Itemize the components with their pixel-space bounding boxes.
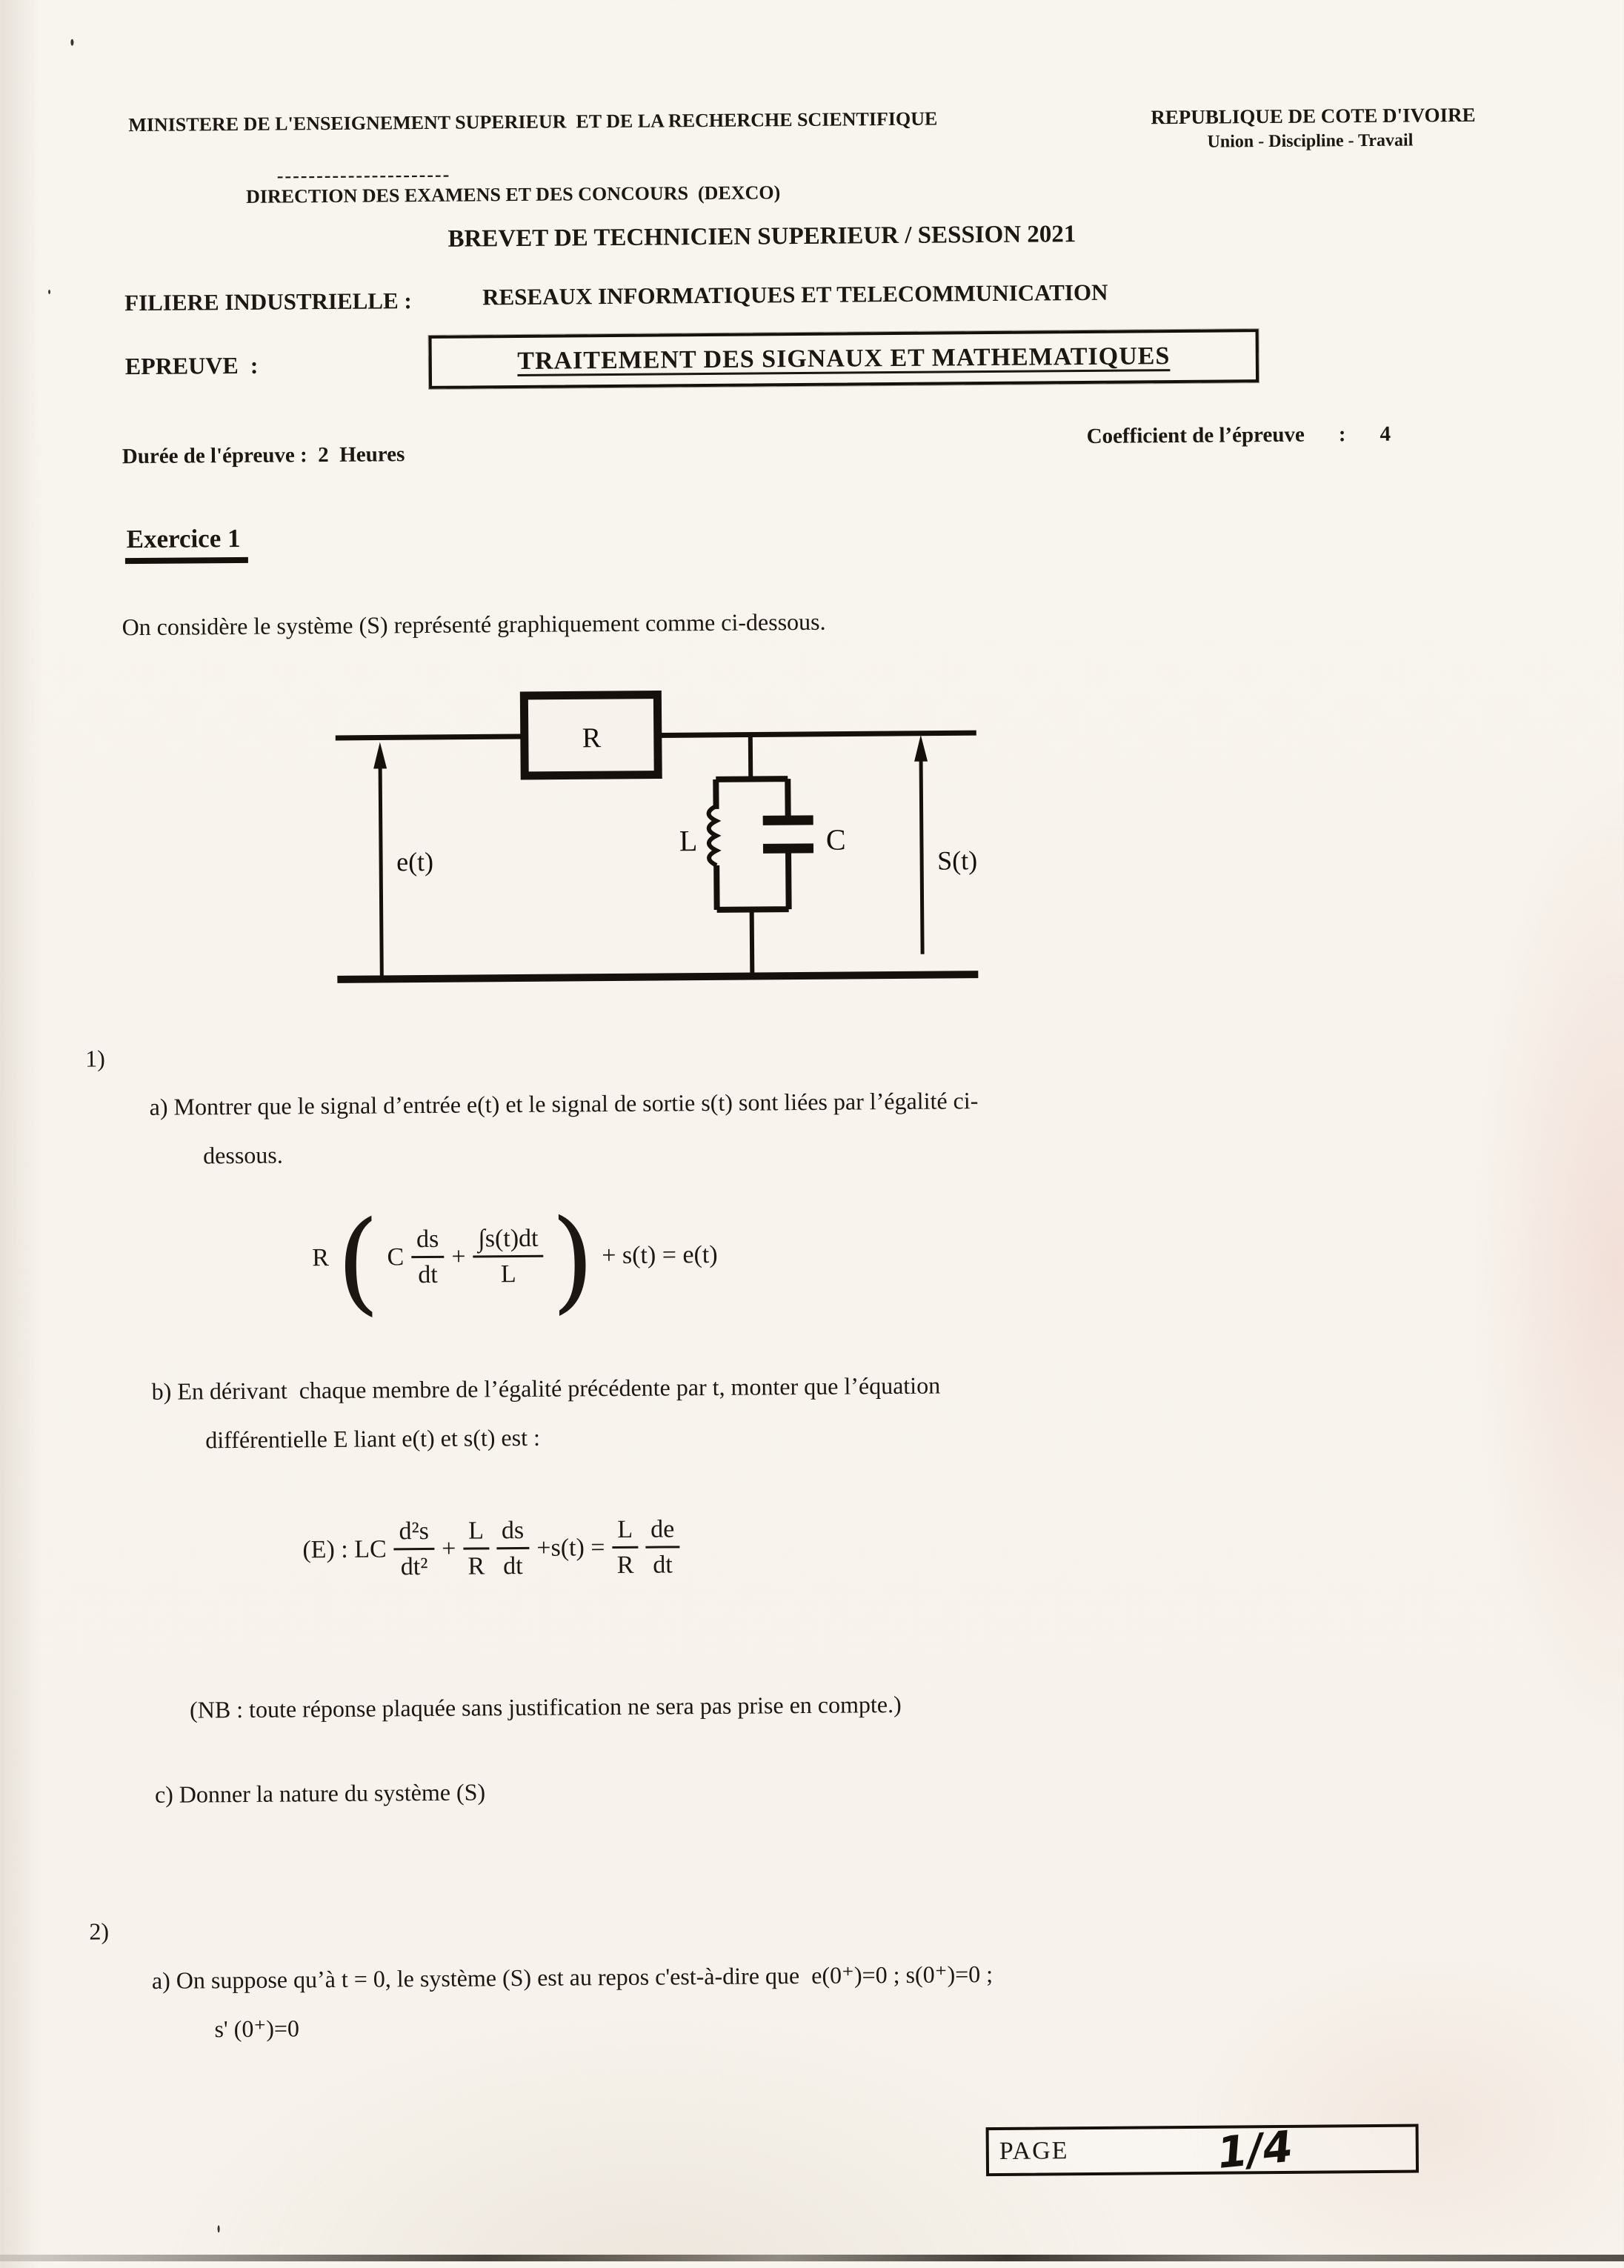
scan-edge-strip	[0, 2255, 1624, 2261]
equation-2	[302, 1514, 680, 1582]
page-label: PAGE	[989, 2137, 1069, 2166]
eq2-fraction-de-dt	[645, 1514, 680, 1580]
output-label: S(t)	[937, 845, 977, 875]
question2-number: 2)	[89, 1918, 109, 1945]
question2a-line1: a) On suppose qu’à t = 0, le système (S) est au repos c'est-à-dire que e(0⁺)=0 ; s(0⁺)=0 ;	[152, 1960, 993, 1995]
coefficient-separator: :	[1339, 422, 1346, 447]
scan-speck	[218, 2225, 220, 2232]
output-arrow-shaft	[921, 754, 922, 954]
eq1-plus: +	[451, 1243, 465, 1271]
eq1-f2-denominator: L	[501, 1257, 516, 1288]
republic-line: REPUBLIQUE DE COTE D'IVOIRE	[1151, 104, 1476, 129]
eq1-f1-denominator: dt	[418, 1258, 438, 1289]
eq2-f5-numerator: de	[645, 1514, 679, 1548]
session-title: BREVET DE TECHNICIEN SUPERIEUR / SESSION 2021	[447, 221, 1076, 253]
epreuve-title: TRAITEMENT DES SIGNAUX ET MATHEMATIQUES	[517, 342, 1170, 376]
coefficient-line	[1087, 422, 1391, 449]
question1-number: 1)	[85, 1045, 105, 1072]
eq1-fraction-integral	[473, 1224, 544, 1289]
question2a-line2: s' (0⁺)=0	[214, 2014, 299, 2043]
motto-line: Union - Discipline - Travail	[1207, 130, 1413, 152]
eq2-f3-numerator: ds	[496, 1516, 530, 1549]
epreuve-title-box	[429, 329, 1259, 389]
circuit-diagram	[324, 681, 994, 1020]
eq1-lead: R	[312, 1244, 329, 1272]
eq1-coeff: C	[387, 1243, 404, 1271]
coefficient-label: Coefficient de l’épreuve	[1087, 423, 1305, 449]
eq1-fraction-ds-dt	[411, 1225, 445, 1290]
exercise-intro: On considère le système (S) représenté graphiquement comme ci-dessous.	[122, 608, 825, 641]
eq1-f2-numerator: ∫s(t)dt	[473, 1224, 543, 1258]
eq2-fraction-d2s-dt2	[393, 1517, 434, 1582]
scan-speck	[48, 290, 50, 294]
question1c: c) Donner la nature du système (S)	[155, 1778, 485, 1809]
eq2-lead: (E) : LC	[302, 1535, 387, 1564]
input-arrow-head	[373, 742, 387, 768]
input-arrow-shaft	[380, 761, 382, 976]
eq1-f1-numerator: ds	[411, 1225, 445, 1258]
scan-speck	[70, 39, 73, 46]
eq2-plus1: +	[442, 1534, 456, 1563]
output-arrow-head	[914, 735, 928, 762]
eq2-fraction-ds-dt	[496, 1516, 530, 1581]
nb-note: (NB : toute réponse plaquée sans justification ne sera pas prise en compte.)	[190, 1691, 902, 1724]
duration-line: Durée de l'épreuve : 2 Heures	[122, 442, 405, 469]
question1a-line2: dessous.	[203, 1142, 283, 1170]
input-label: e(t)	[396, 847, 433, 877]
eq2-f5-denominator: dt	[653, 1548, 673, 1579]
capacitor-plate-top	[763, 820, 813, 821]
page-number-box	[986, 2124, 1420, 2177]
inductor-coil	[709, 806, 717, 865]
bottom-wire	[337, 974, 978, 980]
eq2-f1-denominator: dt²	[401, 1550, 428, 1581]
handwritten-page-number: 1/4	[1215, 2121, 1294, 2179]
question1a-line1: a) Montrer que le signal d’entrée e(t) et le signal de sortie s(t) sont liées par l’égalité ci-	[150, 1087, 979, 1121]
equation-1	[312, 1223, 718, 1290]
eq2-f2-numerator: L	[463, 1516, 489, 1549]
epreuve-label: EPREUVE :	[125, 352, 259, 380]
capacitor-plate-bottom	[763, 848, 813, 849]
eq1-tail: + s(t) = e(t)	[602, 1241, 718, 1270]
eq2-f4-numerator: L	[612, 1515, 638, 1549]
coefficient-value: 4	[1380, 422, 1391, 447]
inductor-label: L	[679, 824, 698, 857]
filiere-value: RESEAUX INFORMATIQUES ET TELECOMMUNICATION	[482, 279, 1108, 311]
question1b-line2: différentielle E liant e(t) et s(t) est :	[205, 1424, 540, 1454]
direction-line: DIRECTION DES EXAMENS ET DES CONCOURS (DEXCO)	[246, 182, 780, 208]
eq2-mid: +s(t) =	[536, 1534, 605, 1563]
bottom-feed-wire	[752, 910, 753, 975]
header-separator: ----------------------	[277, 164, 451, 187]
eq2-fraction-L-R-2	[612, 1515, 638, 1580]
question1b-line1: b) En dérivant chaque membre de l’égalité précédente par t, monter que l’équation	[152, 1372, 941, 1406]
capacitor-label: C	[826, 823, 846, 857]
eq2-f2-denominator: R	[467, 1549, 485, 1580]
eq2-f3-denominator: dt	[503, 1549, 523, 1580]
eq2-f1-numerator: d²s	[393, 1517, 434, 1551]
resistor-label: R	[582, 722, 602, 754]
ministry-line: MINISTERE DE L'ENSEIGNEMENT SUPERIEUR ET DE LA RECHERCHE SCIENTIFIQUE	[128, 108, 937, 137]
exercise-title: Exercice 1	[125, 524, 248, 564]
eq2-f4-denominator: R	[617, 1549, 634, 1580]
filiere-label: FILIERE INDUSTRIELLE :	[124, 287, 412, 316]
eq2-fraction-L-R-1	[463, 1516, 489, 1580]
